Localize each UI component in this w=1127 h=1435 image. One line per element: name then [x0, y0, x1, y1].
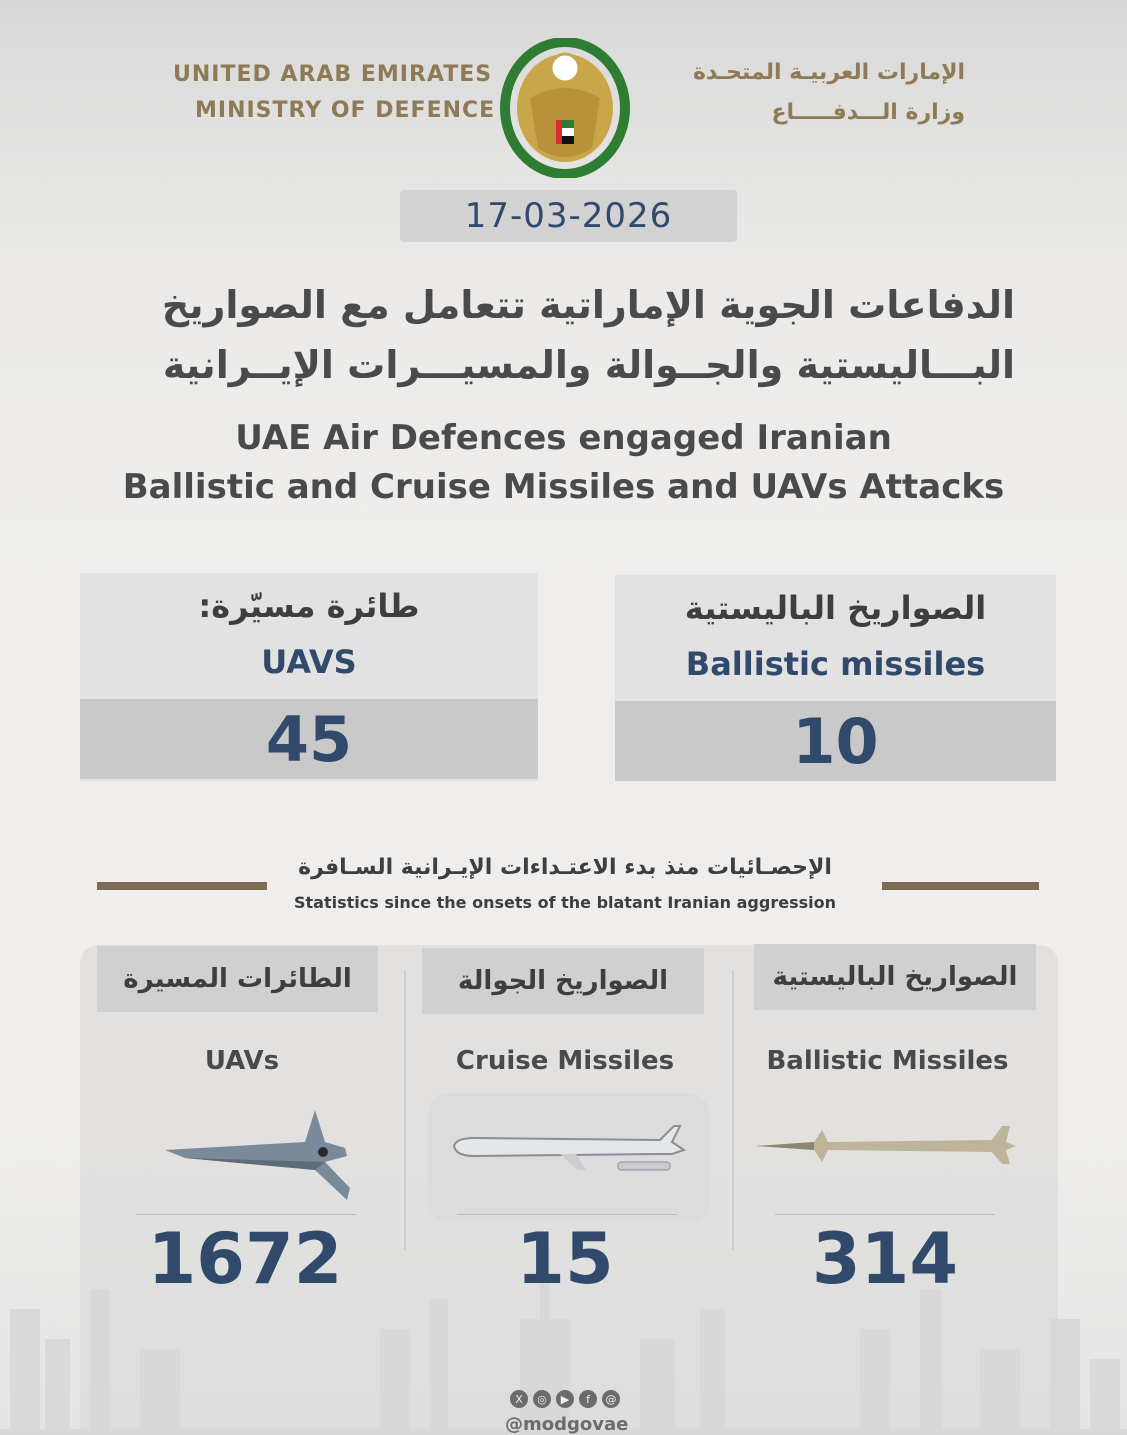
drone-icon: [165, 1108, 355, 1203]
today-uav-card: [80, 573, 538, 781]
header-en-line1: UNITED ARAB EMIRATES: [173, 62, 493, 87]
facebook-icon[interactable]: f: [579, 1390, 597, 1408]
title-en-line2: Ballistic and Cruise Missiles and UAVs Attacks: [122, 467, 1005, 507]
title-ar-line2: البـــاليستية والجــوالة والمسيـــرات الإيــرانية: [162, 343, 1015, 387]
uav-rule: [136, 1214, 356, 1215]
uae-falcon-emblem: [500, 38, 630, 178]
title-ar-line1: الدفاعات الجوية الإماراتية تتعامل مع الصواريخ: [161, 283, 1015, 327]
header-ar-line1: الإمارات العربيـة المتحـدة: [692, 60, 965, 85]
stats-heading-en: Statistics since the onsets of the blatant Iranian aggression: [293, 893, 836, 912]
divider-right: [882, 882, 1039, 890]
x-icon[interactable]: X: [510, 1390, 528, 1408]
today-uav-label-ar: طائرة مسيّرة:: [198, 587, 420, 625]
total-cruise-label-ar: الصواريخ الجوالة: [422, 948, 704, 1014]
column-separator: [404, 970, 406, 1250]
social-icons: [510, 1390, 620, 1408]
total-ballistic-label-ar: الصواريخ الباليستية: [754, 944, 1036, 1010]
total-ballistic-label-en: Ballistic Missiles: [766, 1046, 1009, 1076]
today-uav-value: 45: [80, 699, 538, 779]
cruise-rule: [457, 1214, 677, 1215]
social-handle[interactable]: @modgovae: [505, 1414, 629, 1435]
today-ballistic-card: [615, 575, 1056, 781]
today-ballistic-label-en: Ballistic missiles: [685, 645, 986, 683]
ballistic-rule: [775, 1214, 995, 1215]
stats-heading-ar: الإحصـائيات منذ بدء الاعتـداءات الإيـرانية السـافرة: [298, 855, 832, 880]
header-en-line2: MINISTRY OF DEFENCE: [195, 98, 496, 123]
total-uav-label-en: UAVs: [204, 1046, 280, 1076]
report-date: 17-03-2026: [400, 190, 737, 242]
total-ballistic-value: 314: [811, 1218, 959, 1300]
header-ar-line2: وزارة الـــدفـــــاع: [771, 100, 965, 125]
divider-left: [97, 882, 267, 890]
instagram-icon[interactable]: ◎: [533, 1390, 551, 1408]
youtube-icon[interactable]: ▶: [556, 1390, 574, 1408]
threads-icon[interactable]: @: [602, 1390, 620, 1408]
column-separator: [732, 970, 734, 1250]
today-ballistic-label-ar: الصواريخ الباليستية: [684, 589, 987, 627]
title-en-line1: UAE Air Defences engaged Iranian: [235, 418, 892, 458]
total-cruise-value: 15: [516, 1218, 614, 1300]
total-cruise-label-en: Cruise Missiles: [455, 1046, 675, 1076]
today-uav-label-en: UAVS: [261, 643, 357, 681]
total-uav-value: 1672: [147, 1218, 343, 1300]
total-uav-label-ar: الطائرات المسيرة: [97, 946, 378, 1012]
cruise-missile-icon: [450, 1124, 686, 1180]
today-ballistic-value: 10: [615, 701, 1056, 781]
ballistic-missile-icon: [754, 1122, 1018, 1168]
